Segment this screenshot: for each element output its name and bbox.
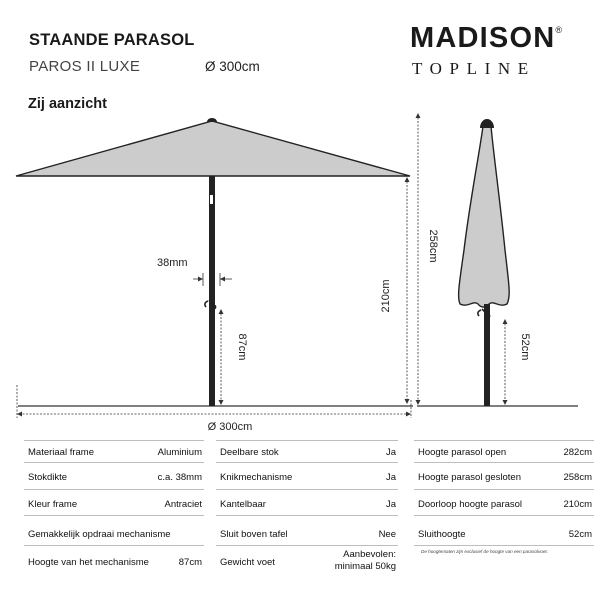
- spec-footnote: De hoogtematen zijn exclusief de hoogte van een parasolvoet.: [421, 549, 548, 554]
- spec-label: Kantelbaar: [220, 499, 266, 510]
- spec-value: 258cm: [563, 472, 592, 483]
- spec-label: Sluit boven tafel: [220, 529, 288, 540]
- spec-value: c.a. 38mm: [157, 472, 202, 483]
- spec-label: Kleur frame: [28, 499, 78, 510]
- spec-label: Gewicht voet: [220, 557, 275, 568]
- spec-value-line2: minimaal 50kg: [334, 561, 396, 572]
- spec-label: Knikmechanisme: [220, 472, 293, 483]
- brand-tagline: TOPLINE: [412, 59, 536, 78]
- product-diameter: Ø 300cm: [205, 59, 260, 74]
- registered-mark: ®: [555, 25, 564, 35]
- label-mechanism-height: 87cm: [236, 333, 248, 361]
- spec-value: 282cm: [563, 447, 592, 458]
- spec-value: Ja: [385, 472, 396, 483]
- spec-label: Materiaal frame: [28, 447, 94, 458]
- view-heading: Zij aanzicht: [28, 96, 107, 112]
- spec-label: Hoogte parasol open: [418, 447, 507, 458]
- label-pole-thickness: 38mm: [157, 257, 188, 269]
- spec-label: Deelbare stok: [220, 447, 279, 458]
- label-width: Ø 300cm: [207, 421, 253, 433]
- spec-label: Doorloop hoogte parasol: [418, 499, 523, 510]
- product-title: STAANDE PARASOL: [29, 31, 195, 49]
- spec-value: 87cm: [178, 557, 202, 568]
- spec-value: Ja: [385, 499, 396, 510]
- spec-label: Hoogte van het mechanisme: [28, 557, 149, 568]
- spec-value-line1: Aanbevolen:: [343, 549, 396, 560]
- spec-value: Nee: [378, 529, 396, 540]
- spec-label: Sluithoogte: [418, 529, 466, 540]
- spec-value: Ja: [385, 447, 396, 458]
- spec-value: 210cm: [563, 499, 592, 510]
- spec-value: 52cm: [568, 529, 592, 540]
- product-model: PAROS II LUXE: [29, 58, 141, 75]
- spec-label: Gemakkelijk opdraai mechanisme: [28, 529, 171, 540]
- label-closed-mechanism: 52cm: [519, 333, 531, 361]
- brand-name: MADISON: [410, 22, 556, 54]
- label-table-height: 210cm: [380, 279, 392, 313]
- label-total-height: 258cm: [427, 229, 439, 263]
- spec-label: Hoogte parasol gesloten: [418, 472, 521, 483]
- spec-value: Aluminium: [157, 447, 202, 458]
- spec-label: Stokdikte: [28, 472, 68, 483]
- spec-value: Antraciet: [164, 499, 202, 510]
